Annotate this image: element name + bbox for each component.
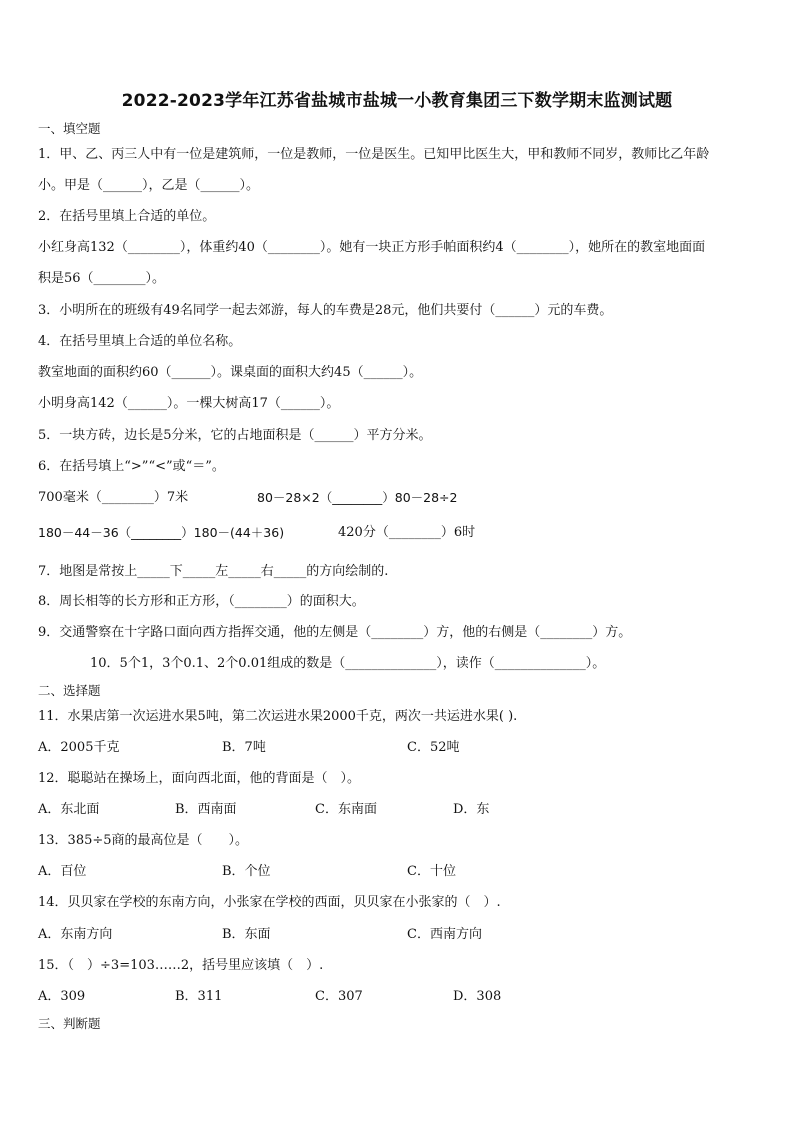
question-3: 3．小明所在的班级有49名同学一起去郊游，每人的车费是28元，他们共要付（______）元的车费。 [38, 303, 613, 318]
question-2-line-2: 积是56（________）。 [38, 271, 166, 286]
section-heading-true-false: 三、判断题 [38, 1016, 101, 1031]
question-12: 12．聪聪站在操场上，面向西北面，他的背面是（ ）。 [38, 771, 361, 786]
question-7: 7．地图是常按上_____下_____左_____右_____的方向绘制的. [38, 564, 389, 579]
option-a: A．百位 [38, 864, 87, 879]
question-14: 14．贝贝家在学校的东南方向，小张家在学校的西面，贝贝家在小张家的（ ）. [38, 895, 501, 910]
question-1-line-1: 1．甲、乙、丙三人中有一位是建筑师，一位是教师，一位是医生。已知甲比医生大，甲和教师不同岁，教师比乙年龄 [38, 147, 710, 162]
option-c: C．52吨 [407, 740, 460, 755]
question-10: 10．5个1，3个0.1、2个0.01组成的数是（______________），读作（______________）。 [90, 656, 606, 671]
question-2-prompt: 2．在括号里填上合适的单位。 [38, 209, 216, 224]
question-2-line-1: 小红身高132（________），体重约40（________）。她有一块正方形手帕面积约4（________），她所在的教室地面面 [38, 240, 706, 255]
question-13: 13．385÷5商的最高位是（ ）。 [38, 833, 249, 848]
option-d: D．东 [453, 802, 490, 817]
question-11: 11．水果店第一次运进水果5吨，第二次运进水果2000千克，两次一共运进水果( ). [38, 709, 518, 724]
question-6-item-4: 420分（________）6时 [338, 525, 476, 540]
option-b: B．7吨 [222, 740, 266, 755]
question-4-prompt: 4．在括号里填上合适的单位名称。 [38, 334, 242, 349]
page-title: 2022-2023学年江苏省盐城市盐城一小教育集团三下数学期末监测试题 [121, 91, 673, 111]
section-heading-multiple-choice: 二、选择题 [38, 683, 101, 698]
question-4-line-1: 教室地面的面积约60（______）。课桌面的面积大约45（______）。 [38, 365, 423, 380]
option-c: C．西南方向 [407, 927, 482, 942]
question-6-item-3: 180－44－36（________）180－(44＋36) [38, 525, 285, 540]
question-6-item-1: 700毫米（________）7米 [38, 490, 189, 505]
option-b: B．311 [175, 989, 223, 1004]
question-4-line-2: 小明身高142（______）。一棵大树高17（______）。 [38, 396, 340, 411]
question-6-item-2: 80－28×2（________）80－28÷2 [257, 490, 458, 505]
question-8: 8．周长相等的长方形和正方形，（________）的面积大。 [38, 594, 365, 609]
option-b: B．个位 [222, 864, 271, 879]
section-heading-fill-in: 一、填空题 [38, 121, 101, 136]
option-a: A．东北面 [38, 802, 100, 817]
option-a: A．2005千克 [38, 740, 120, 755]
option-b: B．西南面 [175, 802, 237, 817]
question-5: 5．一块方砖，边长是5分米，它的占地面积是（______）平方分米。 [38, 428, 432, 443]
question-1-line-2: 小。甲是（______），乙是（______）。 [38, 178, 260, 193]
option-b: B．东面 [222, 927, 271, 942]
option-c: C．307 [315, 989, 363, 1004]
option-c: C．十位 [407, 864, 456, 879]
option-d: D．308 [453, 989, 502, 1004]
option-a: A．东南方向 [38, 927, 113, 942]
question-6-prompt: 6．在括号填上“>”“<”或“＝”。 [38, 459, 225, 474]
option-c: C．东南面 [315, 802, 377, 817]
option-a: A．309 [38, 989, 86, 1004]
question-15: 15．（ ）÷3=103……2，括号里应该填（ ）. [38, 958, 324, 973]
question-9: 9．交通警察在十字路口面向西方指挥交通，他的左侧是（________）方，他的右侧是（________）方。 [38, 625, 632, 640]
